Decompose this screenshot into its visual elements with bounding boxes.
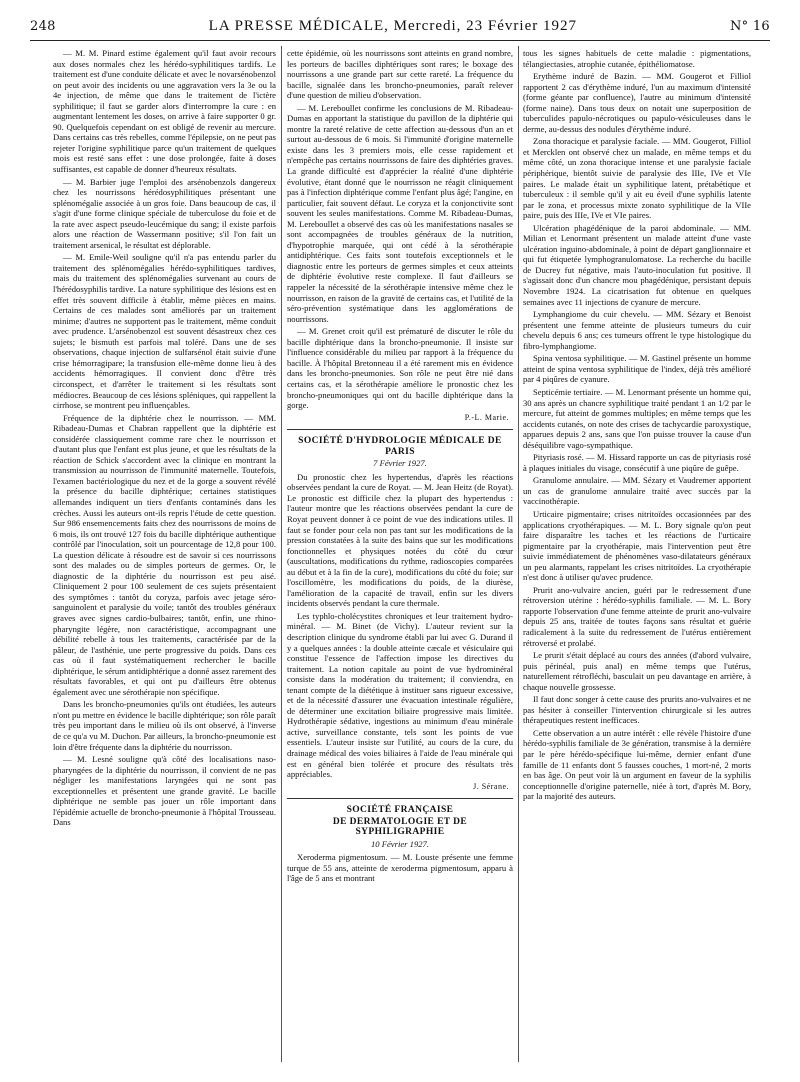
paragraph: — M. M. Pinard estime également qu'il faut avoir recours aux doses normales chez les hérédo-syphilitiques tardifs. Le traitement est d'une conduite délicate et avec le novarsénobenzol on peut avoir des incidents ou une aggravation vers la 3e ou la 4e injection, de même que dans le traitement de l'ictère syphilitique; il faut se garder alors d'interrompre la cure : en augmentant lentement les doses, on arrive à faire supporter 0 gr. 90. Quelquefois cependant on est obligé de revenir au mercure. Dans certains cas très rebelles, comme l'épilepsie, on ne peut pas rejeter l'origine syphilitique parce qu'un traitement de quelques mois est resté sans effet : une dose prolongée, faite à doses suffisantes, est capable de donner d'heureux résultats. <box>53 48 276 175</box>
paragraph: Fréquence de la diphtérie chez le nourrisson. — MM. Ribadeau-Dumas et Chabran rappellent que la diphtérie est considérée classiquement comme rare chez le nourrisson et d'autant plus que l'enfant est plus jeune, et que les résultats de la réaction de Schick s'accordent avec la clinique en montrant la transmission au nourrisson de l'immunité maternelle. Toutefois, l'examen bactériologique du nez et de la gorge a souvent révélé la présence du bacille diphtérique; certaines statistiques allemandes indiquent un tiers d'enfants contaminés dans les crèches. Aussi les auteurs ont-ils repris l'étude de cette question. Sur 986 ensemencements faits chez des nourrissons de moins de 6 mois, ils ont trouvé 127 fois du bacille diphtérique authentique contrôlé par l'inoculation, soit un pourcentage de 12,8 pour 100. La question délicate à résoudre est de savoir si ces nourrissons sont des malades ou de simples porteurs de germes. Or, le diagnostic de la diphtérie du nourrisson est peu aisé. Cliniquement 2 pour 100 seulement de ces sujets présentaient des symptômes : tantôt du coryza, parfois avec jetage séro-sanguinolent et paralysie du voile; tantôt des troubles généraux graves avec signes cardio-bulbaires; tantôt, enfin, une rhino-pharyngite légère, non caractéristique, accompagnant une débilité rebelle à tous les traitements, caractérisée par de la pâleur, de l'asthénie, une perte progressive du poids. Dans ces cas où il faut systématiquement rechercher le bacille diphtérique, le sérum antidiphtérique a donné assez rarement des résultats favorables, et qui ont pu d'ailleurs être obtenus également avec une sérothérapie non spécifique. <box>53 412 276 697</box>
section-title: SOCIÉTÉ FRANÇAISE <box>287 798 513 816</box>
paragraph: Le prurit s'était déplacé au cours des années (d'abord vulvaire, puis périnéal, puis anal) en même temps que l'utérus, naturellement rétrofléchi, basculait un peu davantage en arrière, à chaque nouvelle grossesse. <box>523 650 751 692</box>
paragraph: — M. Lesné souligne qu'à côté des localisations naso-pharyngées de la diphtérie du nourrisson, il convient de ne pas négliger les manifestations laryngées qui ne sont pas exceptionnelles et présentent une grande gravité. Le bacille diphtérique ne semble pas jouer un rôle important dans l'épidémie actuelle de broncho-pneumonie à l'hôpital Trousseau. Dans <box>53 754 276 828</box>
paragraph: Dans les broncho-pneumonies qu'ils ont étudiées, les auteurs n'ont pu mettre en évidence le bacille diphtérique; son rôle paraît très peu important dans le milieu où ils ont observé, à l'inverse de ce qu'a vu M. Duchon. Par ailleurs, la broncho-pneumonie est loin d'être fréquente dans la diphtérie du nourrisson. <box>53 699 276 752</box>
paragraph: Granulome annulaire. — MM. Sézary et Vaudremer apportent un cas de granulome annulaire traité avec succès par la vaccinothérapie. <box>523 475 751 507</box>
paragraph: Pityriasis rosé. — M. Hissard rapporte un cas de pityriasis rosé à plaques initiales du visage, consécutif à une piqûre de guêpe. <box>523 452 751 473</box>
page-header <box>30 18 770 38</box>
paragraph: tous les signes habituels de cette maladie : pigmentations, télangiectasies, atrophie cutanée, épithéliomatose. <box>523 48 751 69</box>
publication-title: LA PRESSE MÉDICALE, Mercredi, 23 Février 1927 <box>208 18 577 34</box>
column-1 <box>53 48 276 830</box>
paragraph: Du pronostic chez les hypertendus, d'après les réactions observées pendant la cure de Royat. — M. Jean Heitz (de Royat). Le pronostic est difficile chez la plupart des hypertendus : l'auteur montre que les réactions observées pendant la cure de Royat peuvent donner à ce point de vue des indications utiles. Il faut se fonder pour cela non pas tant sur les modifications de la pression constatées à la suite des bains que sur les modifications fonctionnelles et physiques notées du côté du cœur (auscultations, modifications du rythme, radioscopies comparées au début et à la fin de la cure), modifications du côté du foie; sur l'oscillomètre, les modifications du poids, de la diurèse, l'amélioration de la capacité de travail, enfin sur les divers incidents observés pendant la cure thermale. <box>287 471 513 609</box>
paragraph: cette épidémie, où les nourrissons sont atteints en grand nombre, les porteurs de bacilles diphtériques sont rares; le boxage des nourrissons a une grande part sur cette rareté. La fréquence du bacille, signalée dans les broncho-pneumonies, paraît relever d'une question de milieu d'observation. <box>287 48 513 101</box>
column-3 <box>523 48 751 804</box>
paragraph: Il faut donc songer à cette cause des prurits ano-vulvaires et ne pas hésiter à conseiller l'intervention chirurgicale si les autres thérapeutiques restent inefficaces. <box>523 694 751 726</box>
paragraph: Zona thoracique et paralysie faciale. — MM. Gougerot, Filliol et Mercklen ont observé chez un malade, en même temps et du même côté, un zona thoracique intense et une paralysie faciale périphérique, bientôt suivie de paralysie des IIIe, IVe et VIe paires. Le malade était un syphilitique latent, prétabétique et tuberculeux : il semble qu'il y ait eu éveil d'une syphilis latente par le zona, et processus mixte zonato syphilitique de la VIIe paire, puis des IIIe, IVe et VIe paires. <box>523 136 751 221</box>
section-title-line-2: DE DERMATOLOGIE ET DE SYPHILIGRAPHIE <box>332 816 468 838</box>
paragraph: Ulcération phagédénique de la paroi abdominale. — MM. Milian et Lenormant présentent un malade atteint d'une vaste ulcération inguino-abdominale, à point de départ ganglionnaire et qui fut étiquetée lymphogranulomatose. La recherche du bacille de Ducrey fut négative, mais l'auto-inoculation fut positive. Il s'agissait donc d'un chancre mou phagédénique, persistant depuis Novembre 1924. La cicatrisation fut obtenue en quelques semaines avec 11 injections de cyanure de mercure. <box>523 222 751 307</box>
paragraph: Prurit ano-vulvaire ancien, guéri par le redressement d'une rétroversion utérine : hérédo-syphilis familiale. — M. L. Bory rapporte l'observation d'une femme atteinte de prurit ano-vulvaire depuis 25 ans, traitée de toutes façons sans résultat et guérie radicalement à la suite du redressement de l'utérus entièrement rétroversé et prolabé. <box>523 584 751 648</box>
paragraph: Urticaire pigmentaire; crises nitritoïdes occasionnées par des applications cryothérapiques. — M. L. Bory signale qu'on peut faire disparaître les taches et les réactions de l'urticaire pigmentaire par la cryothérapie, mais l'intervention peut être suivie immédiatement de phénomènes vaso-dilatateurs généraux un peu alarmants, rappelant les crises nitritoïdes. La cryothérapie n'est donc à utiliser qu'avec prudence. <box>523 508 751 583</box>
column-divider <box>518 46 519 1062</box>
paragraph: Septicémie tertiaire. — M. Lenormant présente un homme qui, 30 ans après un chancre syphilitique traité pendant 1 an 1/2 par le mercure, fut atteint de gommes multiples; en même temps que les accidents cutanés, on note des crises de tachycardie paroxystique, apparues depuis 2 ans, sans que l'on puisse trouver la cause d'un déséquilibre vago-sympathique. <box>523 386 751 450</box>
paragraph: — M. Emile-Weil souligne qu'il n'a pas entendu parler du traitement des splénomégalies hérédo-syphilitiques tardives, mais du traitement des splénomégalies survenant au cours de l'hérédosyphilis tardive. La nature syphilitique des lésions est en effet très souvent difficile à établir, même pièces en mains. Certains de ces malades sont améliorés par un traitement minime; d'autres ne supportent pas le traitement, même conduit avec prudence. L'arsénobenzol est souvent désastreux chez ces sujets; le bismuth est parfois mal toléré. Dans une de ses observations, chaque injection de sulfarsénol était suivie d'une crise hémorragipare; la transfusion elle-même donne lieu à des accidents hémorragiques. Il convient donc d'être très circonspect, et d'arrêter le traitement si les résultats sont médiocres. Beaucoup de ces lésions spléniques, qui rappellent la cirrhose, se montrent peu influençables. <box>53 252 276 411</box>
column-divider <box>281 46 282 1062</box>
author-signature: P.-L. Marie. <box>464 412 509 422</box>
paragraph: Erythème induré de Bazin. — MM. Gougerot et Filliol rapportent 2 cas d'érythème induré, l'un au maximum d'intensité (forme géante par confluence), l'autre au minimum d'intensité (forme naine). Dans tous deux on notait une superposition de tuberculides papulo-nécrotiques ou papulo-vésiculeuses dans le derme, au-dessus des nodules d'érythème induré. <box>523 71 751 134</box>
section-date: 7 Février 1927. <box>373 458 427 469</box>
paragraph: — M. Barbier juge l'emploi des arsénobenzols dangereux chez les nourrissons hérédosyphilitiques présentant une splénomégalie associée à un gros foie. Dans beaucoup de cas, il s'agit d'une forme clinique spéciale de tuberculose du foie et de la rate avec aspect pseudo-leucémique du sang; il existe parfois alors une réaction de Wassermann positive; s'il l'on fait un traitement arsenical, le résultat est déplorable. <box>53 176 276 250</box>
section-date: 10 Février 1927. <box>371 838 429 849</box>
paragraph: — M. Lereboullet confirme les conclusions de M. Ribadeau-Dumas en apportant la statistique du pavillon de la diphtérie qui montre la rareté relative de cette affection au-dessous d'un an et surtout au-dessous de 6 mois. Si l'immunité d'origine maternelle existe dans les 3 premiers mois, elle cesse rapidement et n'empêche pas certains nourrissons de faire des diphtéries graves. La grande difficulté est d'apprécier la réalité d'une diphtérie évolutive, étant donné que le nourrisson ne réagit cliniquement pas à l'infection diphtérique comme l'enfant plus âgé; l'angine, en particulier, fait souvent défaut. Le coryza et la conjonctivite sont souvent les seules manifestations. Comme M. Ribadeau-Dumas, M. Lereboullet a observé des cas où les manifestations nasales se sont accompagnées de troubles généraux de la nutrition, d'hypotrophie marquée, qui ont cédé à la sérothérapie antidiphtérique. Ces faits sont toutefois exceptionnels et le diagnostic entre les porteurs de germes simples et ceux atteints de diphtérie évolutive reste complexe. Il faut d'ailleurs se rappeler la nécessité de la sérothérapie intensive même chez le nourrisson, en raison de la gravité de certains cas, et l'utilité de la séro-prévention systématique dans les agglomérations de nourrissons. <box>287 102 513 324</box>
paragraph: — M. Grenet croit qu'il est prématuré de discuter le rôle du bacille diphtérique dans la broncho-pneumonie. Il insiste sur l'influence considérable du milieu par rapport à la fréquence du bacille. À l'hôpital Bretonneau il a été rarement mis en évidence dans les broncho-pneumonies. Son rôle ne peut être nié dans certains cas, et la sérothérapie améliore le pronostic chez les broncho-pneumoniques qui ont du bacille diphtérique dans la gorge. <box>287 326 513 411</box>
page-number: 248 <box>30 19 56 34</box>
column-2 <box>287 48 513 886</box>
author-signature: J. Sérane. <box>473 781 509 791</box>
issue-number: N° 16 <box>729 19 770 34</box>
paragraph: Xeroderma pigmentosum. — M. Louste présente une femme turque de 55 ans, atteinte de xeroderma pigmentosum, apparu à l'âge de 5 ans et montrant <box>287 852 513 884</box>
paragraph: Lymphangiome du cuir chevelu. — MM. Sézary et Benoist présentent une femme atteinte de plusieurs tumeurs du cuir chevelu depuis 6 ans; ces tumeurs offrent le type histologique du fibro-lymphangiome. <box>523 309 751 351</box>
paragraph: Cette observation a un autre intérêt : elle révèle l'histoire d'une hérédo-syphilis familiale de 3e génération, transmise à la dernière par le père hérédo-spécifique lui-même, dernier enfant d'une famille de 11 enfants dont 5 fausses couches, 1 mort-né, 2 morts en bas âge. On peut voir là un argument en faveur de la syphilis conceptionnelle d'origine paternelle, niée à tort, d'après M. Bory, par la majorité des auteurs. <box>523 727 751 802</box>
section-title: SOCIÉTÉ D'HYDROLOGIE MÉDICALE DE PARIS <box>287 429 513 457</box>
paragraph: Spina ventosa syphilitique. — M. Gastinel présente un homme atteint de spina ventosa syphilitique de l'index, déjà très amélioré par 4 piqûres de cyanure. <box>523 353 751 385</box>
paragraph: Les typhlo-cholécystites chroniques et leur traitement hydro-minéral. — M. Binet (de Vichy). L'auteur revient sur la description clinique du syndrome établi par lui avec G. Durand il y a quelques années : la double atteinte cæcale et vésiculaire qui constitue l'essence de l'affection impose les directives du traitement. La notion capitale au point de vue hydrominéral consiste dans la modération du traitement; il conviendra, en tenant compte de la diététique à instituer sans rigueur excessive, et de la nécessité d'assurer une évacuation intestinale régulière, de déterminer une excitation biliaire progressive mais limitée. Hydrothérapie sédative, ingestions au minimum d'eau minérale active, surveillance constante, tels sont les points de vue essentiels. L'auteur insiste sur l'utilité, au cours de la cure, du drainage médical des voies biliaires à l'aide de l'eau minérale qui est en général bien tolérée et procure des résultats très appréciables. <box>287 610 513 780</box>
header-rule <box>30 40 770 41</box>
